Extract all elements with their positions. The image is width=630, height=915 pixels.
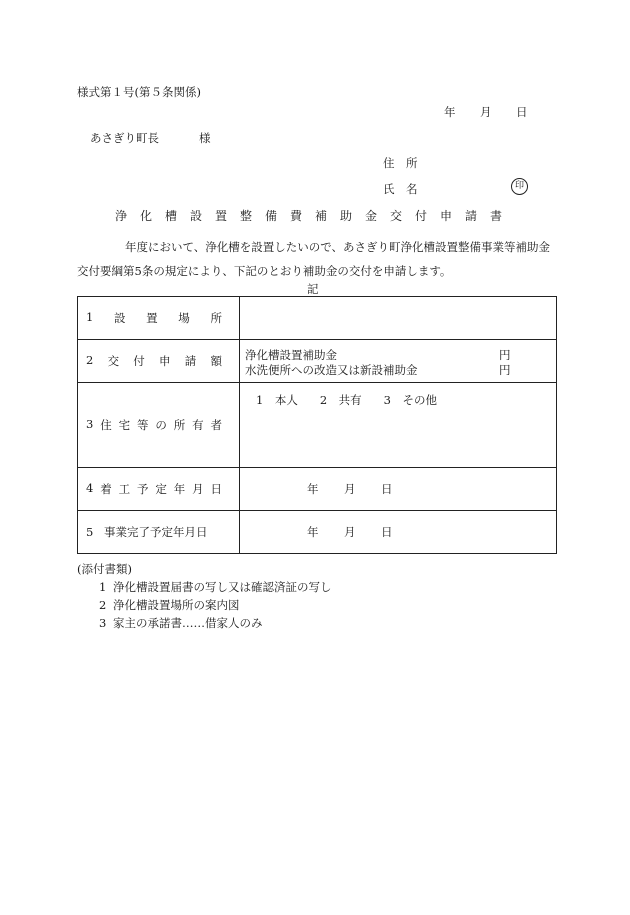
ki-heading: 記 [307, 282, 319, 296]
statement-text: 年度において、浄化槽を設置したいので、あさぎり町浄化槽設置整備事業等補助金交付要綱第5条の規定により、下記のとおり補助金の交付を申請します。 [77, 240, 551, 278]
date-year-label: 年 [444, 105, 456, 119]
owner-option-shared[interactable]: 2 共有 [319, 393, 362, 407]
form-number: 様式第１号(第５条関係) [77, 85, 201, 99]
start-date-field[interactable]: 年 月 日 [240, 468, 557, 511]
list-item: 2 浄化槽設置場所の案内図 [99, 598, 240, 612]
addressee-honorific: 様 [199, 131, 211, 145]
toilet-subsidy-label: 水洗便所への改造又は新設補助金 [245, 363, 418, 377]
row-label-amount: 2 交 付 申 請 額 [78, 340, 240, 383]
table-row [78, 297, 557, 340]
yen-unit: 円 [499, 348, 511, 362]
attachments-list [77, 560, 332, 632]
owner-option-self[interactable]: 1 本人 [256, 393, 298, 407]
application-table [77, 296, 557, 554]
completion-date-field[interactable]: 年 月 日 [240, 511, 557, 554]
addressee-name: あさぎり町長 [90, 131, 159, 145]
table-row [78, 340, 557, 383]
document-title: 浄化槽設置整備費補助金交付申請書 [114, 209, 515, 223]
application-date [444, 104, 528, 120]
amount-field[interactable] [240, 340, 557, 383]
applicant-address-label: 住 所 [383, 156, 418, 170]
attachments-heading: (添付書類) [77, 562, 132, 576]
yen-unit: 円 [499, 363, 511, 377]
septic-subsidy-label: 浄化槽設置補助金 [245, 348, 337, 362]
application-statement [77, 235, 557, 283]
addressee [90, 130, 211, 146]
owner-option-other[interactable]: 3 その他 [383, 393, 437, 407]
list-item: 1 浄化槽設置届書の写し又は確認済証の写し [99, 580, 332, 594]
table-row [78, 383, 557, 468]
row-label-start-date: 4 着 工 予 定 年 月 日 [78, 468, 240, 511]
row-label-location: 1 設 置 場 所 [78, 297, 240, 340]
table-row [78, 511, 557, 554]
table-row [78, 468, 557, 511]
seal-mark: 印 [511, 178, 528, 195]
list-item: 3 家主の承諾書……借家人のみ [99, 616, 263, 630]
row-label-completion-date: 5 事業完了予定年月日 [78, 511, 240, 554]
location-field[interactable] [240, 297, 557, 340]
date-month-label: 月 [480, 105, 492, 119]
date-day-label: 日 [516, 105, 528, 119]
owner-field[interactable] [240, 383, 557, 468]
row-label-owner: 3 住 宅 等 の 所 有 者 [78, 383, 240, 468]
applicant-name-label: 氏 名 [383, 182, 418, 196]
